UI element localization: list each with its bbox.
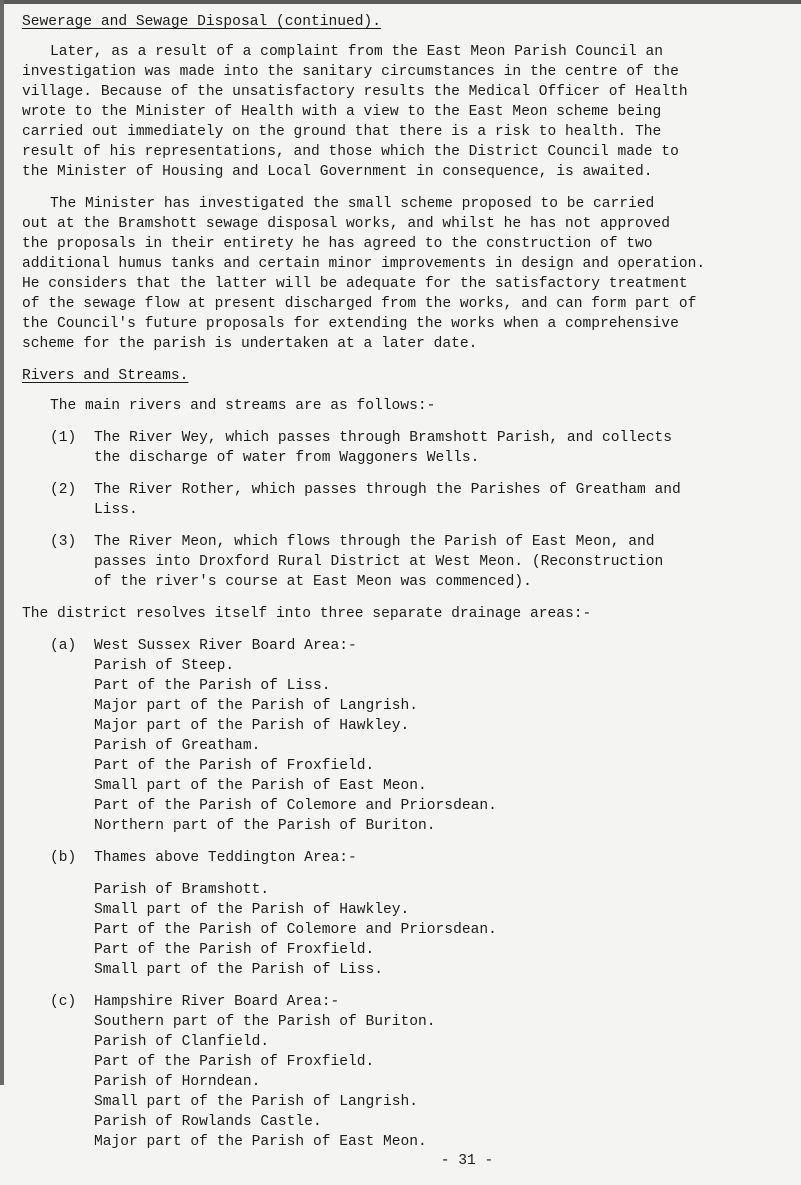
parish-line: Parish of Steep.	[94, 658, 235, 674]
parish-line: Part of the Parish of Colemore and Priorsdean.	[94, 922, 497, 938]
section-heading-rivers: Rivers and Streams.	[22, 368, 189, 384]
text-line: The River Wey, which passes through Bramshott Parish, and collects	[94, 430, 673, 446]
rivers-intro: The main rivers and streams are as follows:-	[50, 398, 436, 414]
parish-line: Part of the Parish of Liss.	[94, 678, 331, 694]
text-line: carried out immediately on the ground that there is a risk to health. The	[22, 124, 662, 140]
parish-line: Major part of the Parish of Hawkley.	[94, 718, 410, 734]
parish-line: Major part of the Parish of East Meon.	[94, 1134, 427, 1150]
drainage-area-thames	[50, 848, 792, 980]
scan-edge-left	[0, 0, 4, 1085]
list-number: (2)	[50, 482, 77, 498]
parish-line: Part of the Parish of Colemore and Priorsdean.	[94, 798, 497, 814]
text-line: passes into Droxford Rural District at West Meon. (Reconstruction	[94, 554, 664, 570]
area-title: West Sussex River Board Area:-	[94, 638, 357, 654]
text-line: wrote to the Minister of Health with a view to the East Meon scheme being	[22, 104, 662, 120]
parish-line: Parish of Rowlands Castle.	[94, 1114, 322, 1130]
text-line: Later, as a result of a complaint from the East Meon Parish Council an	[50, 44, 664, 60]
parish-line: Small part of the Parish of Liss.	[94, 962, 384, 978]
text-line: scheme for the parish is undertaken at a later date.	[22, 336, 478, 352]
parish-line: Part of the Parish of Froxfield.	[94, 942, 375, 958]
list-number: (a)	[50, 638, 77, 654]
text-line: Liss.	[94, 502, 138, 518]
text-line: of the sewage flow at present discharged from the works, and can form part of	[22, 296, 697, 312]
area-title: Hampshire River Board Area:-	[94, 994, 340, 1010]
text-line: He considers that the latter will be adequate for the satisfactory treatment	[22, 276, 688, 292]
parish-line: Part of the Parish of Froxfield.	[94, 1054, 375, 1070]
parish-line: Parish of Greatham.	[94, 738, 261, 754]
section-heading-sewerage: Sewerage and Sewage Disposal (continued).	[22, 14, 382, 30]
text-line: the Council's future proposals for extending the works when a comprehensive	[22, 316, 679, 332]
river-item-rother	[50, 480, 792, 520]
page-number: - 31 -	[440, 1153, 494, 1169]
river-item-meon	[50, 532, 792, 592]
river-item-wey	[50, 428, 792, 468]
parish-line: Major part of the Parish of Langrish.	[94, 698, 419, 714]
text-line: out at the Bramshott sewage disposal works, and whilst he has not approved	[22, 216, 671, 232]
text-line: of the river's course at East Meon was commenced).	[94, 574, 532, 590]
text-line: additional humus tanks and certain minor improvements in design and operation.	[22, 256, 706, 272]
list-number: (b)	[50, 850, 77, 866]
list-number: (3)	[50, 534, 77, 550]
document-page	[22, 12, 792, 1185]
parish-line: Small part of the Parish of Hawkley.	[94, 902, 410, 918]
paragraph-complaint	[22, 42, 792, 182]
parish-line: Part of the Parish of Froxfield.	[94, 758, 375, 774]
parish-line: Small part of the Parish of East Meon.	[94, 778, 427, 794]
parish-line: Parish of Horndean.	[94, 1074, 261, 1090]
text-line: The River Rother, which passes through the Parishes of Greatham and	[94, 482, 681, 498]
drainage-area-west-sussex	[50, 636, 792, 836]
list-number: (c)	[50, 994, 77, 1010]
parish-line: Parish of Bramshott.	[94, 882, 270, 898]
text-line: the Minister of Housing and Local Government in consequence, is awaited.	[22, 164, 653, 180]
parish-line: Parish of Clanfield.	[94, 1034, 270, 1050]
text-line: result of his representations, and those which the District Council made to	[22, 144, 679, 160]
text-line: the proposals in their entirety he has agreed to the construction of two	[22, 236, 653, 252]
parish-line: Small part of the Parish of Langrish.	[94, 1094, 419, 1110]
paragraph-bramshott	[22, 194, 792, 354]
text-line: The Minister has investigated the small scheme proposed to be carried	[50, 196, 655, 212]
area-title: Thames above Teddington Area:-	[94, 850, 357, 866]
parish-line: Northern part of the Parish of Buriton.	[94, 818, 436, 834]
scan-edge-top	[0, 0, 801, 4]
drainage-intro: The district resolves itself into three separate drainage areas:-	[22, 606, 592, 622]
drainage-area-hampshire	[50, 992, 792, 1152]
text-line: The River Meon, which flows through the Parish of East Meon, and	[94, 534, 655, 550]
text-line: village. Because of the unsatisfactory results the Medical Officer of Health	[22, 84, 688, 100]
parish-line: Southern part of the Parish of Buriton.	[94, 1014, 436, 1030]
text-line: the discharge of water from Waggoners Wells.	[94, 450, 480, 466]
text-line: investigation was made into the sanitary circumstances in the centre of the	[22, 64, 679, 80]
list-number: (1)	[50, 430, 77, 446]
